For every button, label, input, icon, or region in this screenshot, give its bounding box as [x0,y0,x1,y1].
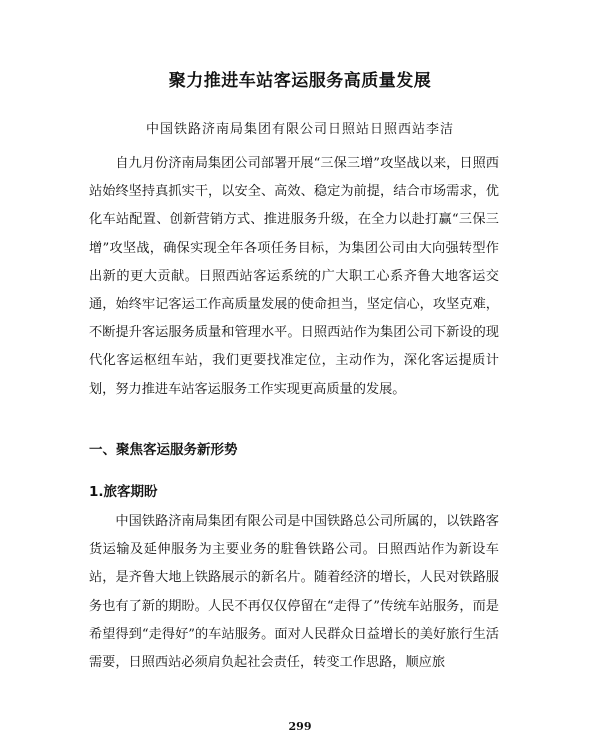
section-heading: 一、聚焦客运服务新形势 [89,442,238,458]
paragraph-passenger-expectations: 中国铁路济南局集团有限公司是中国铁路总公司所属的，以铁路客货运输及延伸服务为主要业务的駐鲁铁路公司。日照西站作为新设车站，是齐鲁大地上铁路展示的新名片。随着经济的增长，人民对铁路服务也有了新的期盼。人民不再仅仅停留在“走得了”传统车站服务，而是希望得到“走得好”的车站服务。面对人民群众日益增长的美好旅行生活需要，日照西站必须肩负起社会责任，转变工作思路，顺应旅 [89,514,499,671]
subsection-heading: 1.旅客期盼 [89,484,158,500]
paragraph-intro: 自九月份济南局集团公司部署开展“三保三增”攻坚战以来，日照西站始终坚持真抓实干，以安全、高效、稳定为前提，结合市场需求，优化车站配置、创新营销方式、推进服务升级，在全力以赴打赢“三保三增”攻坚战，确保实现全年各项任务目标，为集团公司由大向强转型作出新的更大贡献。日照西站客运系统的广大职工心系齐鲁大地客运交通，始终牢记客运工作高质量发展的使命担当，坚定信心，攻坚克难，不断提升客运服务质量和管理水平。日照西站作为集团公司下新设的现代化客运枢纽车站，我们更要找准定位，主动作为，深化客运提质计划，努力推进车站客运服务工作实现更高质量的发展。 [89,156,499,397]
page-number: 299 [288,720,312,733]
author-byline: 中国铁路济南局集团有限公司日照站日照西站李洁 [145,122,454,137]
document-title: 聚力推进车站客运服务高质量发展 [168,71,432,91]
